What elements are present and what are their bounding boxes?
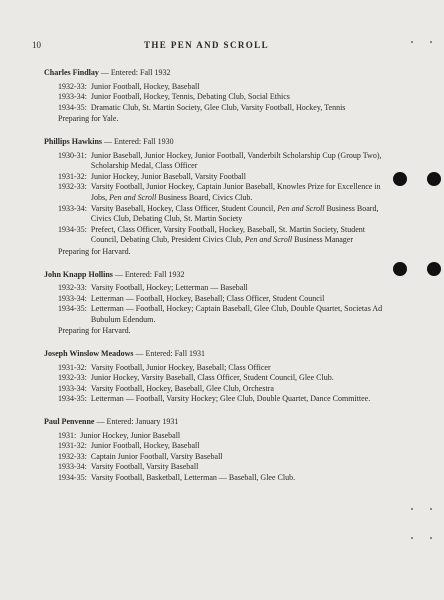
college-preparation: Preparing for Yale. [58,114,119,124]
student-name: Charles Findlay [44,68,99,77]
year-line [58,452,384,463]
year-label: 1931-32: [58,171,87,181]
activities-text-tail: Business Manager [292,235,354,245]
student-name: John Knapp Hollins [44,269,113,279]
activities [87,373,384,384]
activities-text: Varsity Football, Hockey, Baseball, Glee Club, Orchestra [90,383,274,393]
year-label: 1932-33: [58,451,87,461]
year-line [58,384,384,395]
activities [87,225,384,246]
activities-text: Junior Football, Hockey, Tennis, Debating Club, Social Ethics [90,92,290,102]
year-label: 1932-33: [58,81,87,91]
year-line [58,462,384,473]
year-label: 1934-35: [58,304,87,314]
year-label: 1934-35: [58,394,87,404]
entered-date: — Entered: Fall 1931 [135,349,206,359]
activities-text: Varsity Football, Basketball, Letterman — Baseball, Glee Club. [90,473,296,482]
speck [411,537,413,539]
activities [87,92,384,103]
year-line [58,473,384,484]
year-line [58,182,384,203]
speck [411,41,413,43]
activities [87,151,384,172]
student-name: Joseph Winslow Meadows [44,349,134,359]
activities [87,304,384,325]
year-line [58,225,384,246]
entry-heading [44,137,384,148]
year-label: 1932-33: [58,283,87,293]
activities-text: Varsity Football, Junior Hockey, Baseball; Class Officer [90,362,271,372]
student-entry [44,137,384,258]
activities-text: Dramatic Club, St. Martin Society, Glee Club, Varsity Football, Hockey, Tennis [90,102,346,112]
student-entry [44,270,384,338]
activities-text: Junior Hockey, Junior Baseball, Varsity Football [90,171,246,181]
speck [430,41,432,43]
activities [87,394,384,405]
year-line [58,172,384,183]
binder-hole-bottom [393,262,407,276]
year-label: 1933-34: [58,203,87,213]
college-preparation: Preparing for Harvard. [58,326,131,336]
activities [87,82,384,93]
year-label: 1934-35: [58,224,87,234]
year-label: 1933-34: [58,92,87,102]
publication-name: Pen and Scroll [277,203,325,213]
speck [430,537,432,539]
binder-hole-top [393,172,407,186]
activities [87,462,384,473]
publication-name: Pen and Scroll [244,235,293,245]
year-label: 1934-35: [58,473,87,482]
year-line [58,204,384,225]
activities [87,384,384,395]
activities [87,363,384,374]
entry-heading [44,270,384,281]
activities-text: Letterman — Football, Hockey; Captain Baseball, Glee Club, Double Quartet, Societas Ad Bubulum Edendum. [90,304,383,324]
activities-text: Letterman — Football, Hockey, Baseball; Class Officer, Student Council [90,293,325,303]
publication-name: Pen and Scroll [109,192,157,202]
activities [87,294,384,305]
activities-text: Junior Football, Hockey, Baseball [90,81,200,91]
year-label: 1933-34: [58,293,87,303]
activities-text: Varsity Football, Junior Hockey, Captain Junior Baseball, Knowles Prize for Excellence in Jobs, [90,182,381,202]
student-entry [44,68,384,125]
activities-text: Varsity Baseball, Hockey, Class Officer, Student Council, [90,203,278,213]
college-preparation: Preparing for Harvard. [58,246,131,256]
year-label: 1932-33: [58,373,87,383]
entered-date: — Entered: Fall 1932 [100,68,171,77]
student-entry [44,349,384,405]
activities [87,172,384,183]
year-line [58,304,384,325]
year-line [58,82,384,93]
entered-date: — Entered: Fall 1930 [104,136,174,146]
activities-text: Junior Hockey, Varsity Baseball, Class Officer, Student Council, Glee Club. [90,373,334,383]
year-label: 1931-32: [58,441,87,451]
year-line [58,363,384,374]
activities [87,283,384,294]
year-line [58,103,384,114]
year-label: 1932-33: [58,182,87,192]
year-line [58,92,384,103]
entered-date: — Entered: Fall 1932 [114,269,185,279]
year-label: 1934-35: [58,102,87,112]
year-line [58,373,384,384]
activities [76,431,384,442]
entry-heading [44,349,384,360]
activities-text: Captain Junior Football, Varsity Baseball [90,451,223,461]
activities [87,473,384,484]
year-line [58,394,384,405]
activities [87,204,384,225]
year-label: 1931: [58,430,77,440]
year-label: 1933-34: [58,383,87,393]
entry-heading [44,417,384,428]
activities-text: Letterman — Football, Varsity Hockey; Glee Club, Double Quartet, Dance Committee. [90,394,371,404]
activities-text: Varsity Football, Hockey; Letterman — Baseball [90,283,248,293]
year-line [58,283,384,294]
year-line [58,294,384,305]
page-number: 10 [32,40,41,50]
student-name: Phillips Hawkins [44,136,103,146]
year-line [58,431,384,442]
activities-text: Junior Baseball, Junior Hockey, Junior Football, Vanderbilt Scholarship Cup (Group Two), Scholarship Medal, Class Officer [90,150,382,171]
binder-hole-top-right [427,172,441,186]
binder-hole-bottom-right [427,262,441,276]
year-label: 1930-31: [58,150,87,160]
entry-heading [44,68,384,79]
page-title: THE PEN AND SCROLL [144,40,269,50]
activities-text-tail: Business Board, Civics Club. [156,192,253,202]
student-entry [44,417,384,484]
activities-text: Varsity Football, Varsity Baseball [90,462,199,472]
student-name: Paul Penvenne [44,417,95,427]
activities [87,182,384,203]
activities-text: Junior Football, Hockey, Baseball [90,441,200,451]
entered-date: — Entered: January 1931 [96,417,179,427]
year-label: 1931-32: [58,362,87,372]
year-label: 1933-34: [58,462,87,472]
activities-text-tail: Business Board, Civics Club, Debating Club, St. Martin Society [90,203,379,224]
entries-list [44,68,384,496]
activities-text: Junior Hockey, Junior Baseball [80,430,181,440]
speck [430,508,432,510]
activities [87,103,384,114]
activities [87,441,384,452]
activities [87,452,384,463]
speck [411,508,413,510]
year-line [58,441,384,452]
year-line [58,151,384,172]
activities-text: Prefect, Class Officer, Varsity Football, Hockey, Baseball, St. Martin Society, Student Council, Debating Club, President Civics Club, [90,224,365,245]
